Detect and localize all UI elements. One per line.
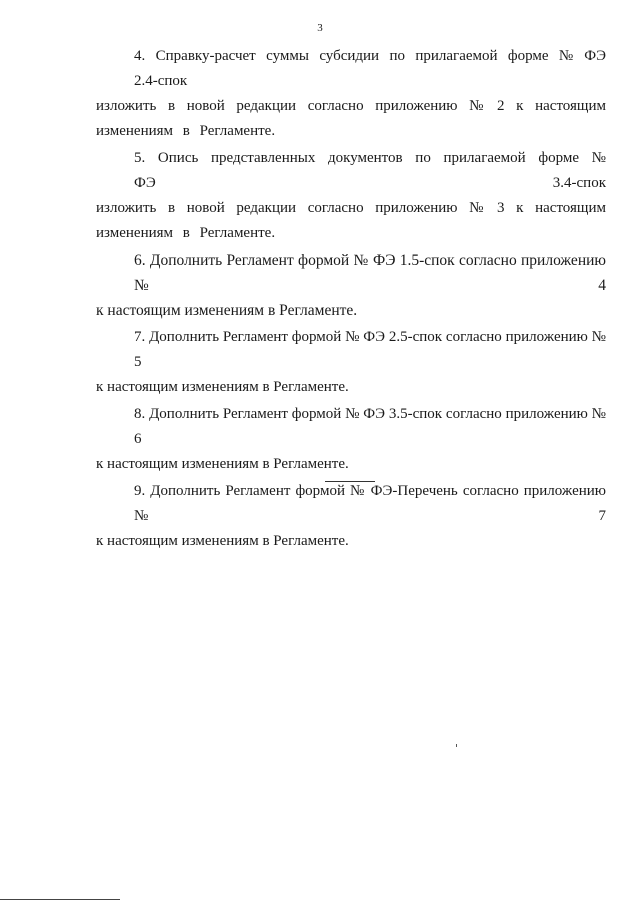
paragraph-9-continuation: к настоящим изменениям в Регламенте.: [96, 533, 349, 549]
paragraph-5: [96, 146, 606, 246]
paragraph-6-continuation: к настоящим изменениям в Регламенте.: [96, 302, 358, 319]
paragraph-4-first-line: 4. Справку-расчет суммы субсидии по прилагаемой форме № ФЭ 2.4-спок: [134, 48, 606, 89]
footer-rule: [0, 899, 120, 900]
document-body: [96, 44, 606, 556]
paragraph-7: [96, 325, 606, 400]
paragraph-6-first-line: 6. Дополнить Регламент формой № ФЭ 1.5-спок согласно приложению № 4: [134, 252, 606, 294]
paragraph-5-continuation: изложить в новой редакции согласно приложению № 3 к настоящим изменениям в Регламенте.: [96, 200, 606, 241]
scan-speck: [456, 744, 457, 747]
paragraph-9-first-line: 9. Дополнить Регламент формой № ФЭ-Перечень согласно приложению № 7: [134, 483, 606, 524]
paragraph-8-first-line: 8. Дополнить Регламент формой № ФЭ 3.5-спок согласно приложению № 6: [134, 406, 606, 447]
paragraph-8: [96, 402, 606, 477]
page-number: 3: [317, 22, 323, 34]
paragraph-8-continuation: к настоящим изменениям в Регламенте.: [96, 456, 349, 472]
paragraph-5-first-line: 5. Опись представленных документов по прилагаемой форме № ФЭ 3.4-спок: [134, 150, 606, 191]
paragraph-7-first-line: 7. Дополнить Регламент формой № ФЭ 2.5-спок согласно приложению № 5: [134, 329, 606, 370]
paragraph-9: [96, 479, 606, 554]
paragraph-7-continuation: к настоящим изменениям в Регламенте.: [96, 379, 349, 395]
paragraph-4: [96, 44, 606, 144]
end-divider-line: [325, 481, 375, 482]
paragraph-6: [96, 248, 606, 323]
paragraph-4-continuation: изложить в новой редакции согласно приложению № 2 к настоящим изменениям в Регламенте.: [96, 98, 606, 139]
